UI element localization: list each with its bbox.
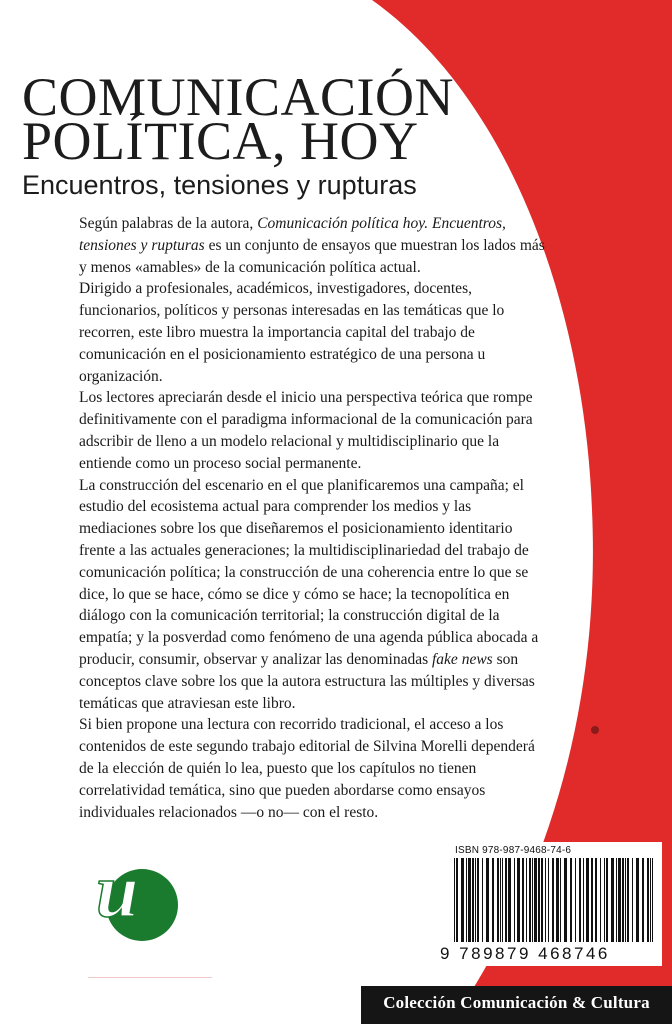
barcode-bar — [454, 858, 455, 942]
barcode-bar — [604, 858, 605, 942]
barcode-bar — [548, 858, 549, 942]
barcode-bar — [632, 858, 633, 942]
barcode-bar — [508, 858, 511, 942]
red-dot — [591, 726, 599, 734]
barcode-bar — [636, 858, 639, 942]
barcode-bar — [522, 858, 524, 942]
barcode-bar — [583, 858, 584, 942]
barcode-bar — [560, 858, 561, 942]
title-line-2: POLÍTICA, HOY — [22, 111, 419, 171]
isbn-label: ISBN 978-987-9468-74-6 — [455, 845, 572, 856]
synopsis-paragraph-3: Los lectores apreciarán desde el inicio una perspectiva teórica que rompe definitivamente con el paradigma informacional de la comunicación para adscribir de lleno a un modelo relacional y multidisciplinario que la entiende como un proceso social permanente. — [79, 389, 533, 472]
barcode-bar — [486, 858, 489, 942]
synopsis-paragraph-2: Dirigido a profesionales, académicos, investigadores, docentes, funcionarios, políticos y personas interesadas en las temáticas que lo recorren, este libro muestra la importancia capital del trabajo de comunicación en el posicionamiento estratégico de una persona u organización. — [79, 280, 505, 385]
barcode-bar — [475, 858, 476, 942]
title-line-1: COMUNICACIÓN — [22, 67, 455, 127]
synopsis-p4-intro: La construcción del escenario en el que planificaremos una campaña; el estudio del ecosistema actual para comprender los medios y las mediaciones sobre los que diseñaremos el posicionamiento identitario frente a las actuales generaciones; la multidisciplinariedad del trabajo de comunicación política; la construcción de una coherencia entre lo que se dice, lo que se hace, cómo se dice y cómo se hace; la tecnopolítica en diálogo con la comunicación territorial; la construcción digital de la empatía; y la posverdad como fenómeno de una agenda pública abocada a producir, consumir, observar y analizar las denominadas — [79, 476, 539, 668]
barcode-bar — [552, 858, 554, 942]
barcode-image — [452, 858, 658, 942]
barcode-bar — [650, 858, 651, 942]
barcode-bar — [579, 858, 581, 942]
barcode-bar — [505, 858, 507, 942]
synopsis-p1-book-title: Comunicación política hoy. Encuentros, tensiones y rupturas — [79, 215, 506, 254]
barcode-bar — [538, 858, 540, 942]
collection-banner: Colección Comunicación & Cultura — [361, 986, 672, 1024]
barcode-bar — [647, 858, 649, 942]
barcode-bar — [616, 858, 617, 942]
barcode-bar — [500, 858, 501, 942]
barcode-bar — [468, 858, 471, 942]
barcode-bar — [502, 858, 503, 942]
barcode-bar — [497, 858, 499, 942]
publisher-name: UGERMAN EDITOR — [78, 944, 222, 960]
barcode-bar — [575, 858, 576, 942]
barcode-bar — [517, 858, 520, 942]
barcode-bar — [652, 858, 653, 942]
barcode-bar — [545, 858, 546, 942]
synopsis-p4-emphasis: fake news — [432, 650, 493, 668]
barcode-bar — [529, 858, 531, 942]
barcode-bar — [606, 858, 608, 942]
barcode-bar — [564, 858, 567, 942]
barcode-bar — [466, 858, 467, 942]
publisher-tagline: Desde 1969 junto al libro — [103, 979, 197, 989]
subtitle: Encuentros, tensiones y rupturas — [22, 170, 417, 200]
barcode-bar — [514, 858, 515, 942]
synopsis-p1-rest: es un conjunto de ensayos que muestran los lados más y menos «amables» de la comunicación política actual. — [79, 236, 545, 276]
synopsis-p4-rest: son conceptos clave sobre los que la autora estructura las múltiples y diversas temáticas que atraviesan este libro. — [79, 650, 535, 712]
back-cover-synopsis — [79, 213, 549, 823]
barcode-bar — [526, 858, 527, 942]
barcode-bar — [591, 858, 593, 942]
barcode-bar — [625, 858, 626, 942]
barcode-digits: 9 789879 468746 — [440, 944, 610, 963]
synopsis-paragraph-5: Si bien propone una lectura con recorrido tradicional, el acceso a los contenidos de este segundo trabajo editorial de Silvina Morelli dependerá de la elección de quién lo lea, puesto que los capítulos no tienen correlatividad temática, sino que pueden abordarse como ensayos individuales relacionados —o no— con el resto. — [79, 716, 535, 821]
barcode-bar — [472, 858, 474, 942]
barcode-bar — [622, 858, 624, 942]
barcode-bar — [482, 858, 483, 942]
barcode-bar — [461, 858, 464, 942]
barcode-bar — [532, 858, 533, 942]
barcode-bar — [556, 858, 559, 942]
barcode-bar — [541, 858, 543, 942]
barcode-bar — [627, 858, 629, 942]
logo-letter: u — [96, 858, 139, 933]
barcode-bar — [642, 858, 644, 942]
barcode-bar — [595, 858, 597, 942]
synopsis-paragraph-4 — [79, 475, 549, 715]
barcode-bar — [618, 858, 621, 942]
barcode-bar — [570, 858, 572, 942]
barcode-bar — [492, 858, 494, 942]
barcode-bar — [534, 858, 537, 942]
synopsis-p1-intro: Según palabras de la autora, — [79, 215, 258, 232]
ugerman-logo-icon — [86, 858, 186, 942]
barcode-bar — [586, 858, 589, 942]
synopsis-paragraph-1 — [79, 213, 549, 278]
barcode-bar — [611, 858, 614, 942]
barcode-bar — [477, 858, 479, 942]
barcode-bar — [456, 858, 458, 942]
publisher-divider — [88, 977, 212, 978]
publisher-subtitle: Ciencia & Técnica — [108, 961, 192, 973]
barcode-bar — [600, 858, 601, 942]
